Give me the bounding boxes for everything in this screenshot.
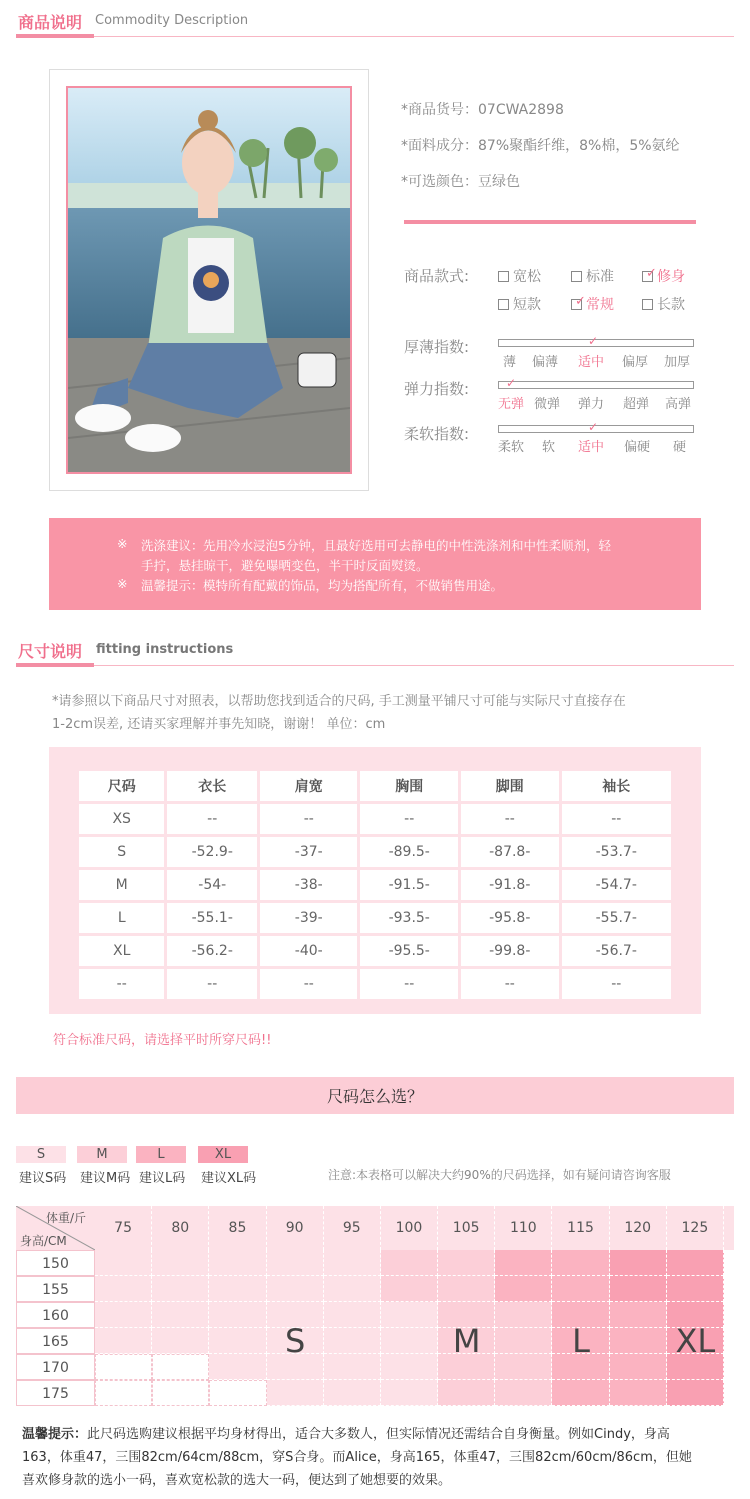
grid-cell — [552, 1250, 609, 1276]
checkbox — [571, 271, 582, 282]
table-cell: -- — [167, 804, 257, 834]
option-label: 修身 — [657, 269, 685, 285]
grid-cell — [610, 1276, 667, 1302]
table-row — [79, 969, 671, 999]
table-cell: -- — [461, 969, 559, 999]
header-cell: 肩宽 — [260, 771, 357, 801]
weight-header: 100 — [381, 1206, 438, 1250]
grid-cell — [152, 1380, 209, 1406]
table-cell: -37- — [260, 837, 357, 867]
care-notice — [49, 518, 701, 610]
size-zone-l: L — [572, 1322, 590, 1360]
weight-header: 90 — [267, 1206, 324, 1250]
thickness-opt-0: 薄 — [503, 355, 517, 370]
grid-cell — [552, 1380, 609, 1406]
grid-cell — [152, 1250, 209, 1276]
softness-check-icon: ✓ — [588, 420, 599, 434]
header-cell: 袖长 — [562, 771, 671, 801]
weight-header: 125 — [667, 1206, 724, 1250]
thickness-opt-4: 加厚 — [664, 355, 691, 370]
table-cell: -- — [260, 804, 357, 834]
elasticity-opt-2: 弹力 — [578, 397, 605, 412]
softness-opt-2: 适中 — [578, 440, 605, 455]
fitting-desc-2: 1-2cm误差, 还请买家理解并事先知晓，谢谢！ 单位：cm — [52, 717, 386, 732]
option-label: 长款 — [657, 297, 685, 313]
table-cell: -55.7- — [562, 903, 671, 933]
style-option-loose[interactable] — [498, 266, 541, 286]
table-cell: -- — [461, 804, 559, 834]
grid-cell — [95, 1354, 152, 1380]
info-divider — [404, 220, 696, 224]
style-options-row2 — [498, 294, 708, 314]
style-options-row1 — [498, 266, 708, 286]
style-option-regular[interactable] — [571, 294, 614, 314]
table-cell: -56.2- — [167, 936, 257, 966]
warm-title: 温馨提示： — [22, 1427, 88, 1442]
checkbox — [642, 299, 653, 310]
thickness-label: 厚薄指数: — [404, 338, 470, 356]
section-accent-bar — [16, 663, 94, 667]
warm-line-3: 喜欢修身款的选小一码，喜欢宽松款的选大一码，便达到了她想要的效果。 — [22, 1473, 452, 1488]
section-divider — [16, 36, 734, 37]
table-cell: -91.5- — [360, 870, 458, 900]
table-cell: -55.1- — [167, 903, 257, 933]
grid-cell — [267, 1380, 324, 1406]
standard-size-note: 符合标准尺码，请选择平时所穿尺码!! — [53, 1033, 272, 1048]
table-cell: -- — [562, 969, 671, 999]
option-label: 标准 — [586, 269, 614, 285]
wash-line1: 先用冷水浸泡5分钟，且最好选用可去静电的中性洗涤剂和中性柔顺剂，轻 — [203, 538, 611, 553]
legend-swatch-m: M — [77, 1146, 127, 1163]
warm-text-1: 此尺码选购建议根据平均身材得出，适合大多数人，但实际情况还需结合自身衡量。例如Cindy，身高 — [87, 1427, 670, 1442]
legend-swatch-s: S — [16, 1146, 66, 1163]
grid-cell — [438, 1380, 495, 1406]
grid-cell — [209, 1380, 266, 1406]
grid-cell — [324, 1250, 381, 1276]
product-color: *可选颜色：豆绿色 — [401, 174, 520, 190]
table-cell: -91.8- — [461, 870, 559, 900]
fitting-title-cn: 尺寸说明 — [18, 642, 83, 661]
model-image — [68, 88, 350, 472]
table-cell: L — [79, 903, 164, 933]
checkbox — [498, 271, 509, 282]
weight-header: 95 — [324, 1206, 381, 1250]
grid-cell — [610, 1250, 667, 1276]
softness-scale — [498, 420, 694, 455]
grid-cell — [381, 1250, 438, 1276]
header-cell: 尺码 — [79, 771, 164, 801]
grid-cell — [667, 1276, 724, 1302]
thickness-opt-1: 偏薄 — [532, 355, 559, 370]
table-cell: -54.7- — [562, 870, 671, 900]
chooser-title: 尺码怎么选？ — [326, 1087, 423, 1106]
weight-header: 80 — [152, 1206, 209, 1250]
corner-height-label: 身高/CM — [20, 1234, 67, 1248]
table-cell: -- — [562, 804, 671, 834]
height-header: 165 — [16, 1328, 95, 1354]
header-cell: 衣长 — [167, 771, 257, 801]
weight-header: 85 — [209, 1206, 266, 1250]
style-option-short[interactable] — [498, 294, 541, 314]
size-chooser-grid — [16, 1206, 734, 1406]
grid-cell — [152, 1302, 209, 1328]
size-table-header — [79, 771, 671, 801]
table-cell: XS — [79, 804, 164, 834]
fitting-title-en: fitting instructions — [96, 642, 234, 657]
grid-cell — [381, 1380, 438, 1406]
softness-opt-4: 硬 — [673, 440, 687, 455]
thickness-opt-2: 适中 — [578, 355, 605, 370]
wash-line2: 手拧，悬挂晾干，避免曝晒变色，半干时反面熨烫。 — [141, 558, 429, 573]
section-accent-bar — [16, 34, 94, 38]
size-zone-m: M — [452, 1322, 481, 1360]
fitting-desc-1: *请参照以下商品尺寸对照表，以帮助您找到适合的尺码, 手工测量平铺尺寸可能与实际尺寸直接存在 — [52, 694, 626, 709]
height-header: 175 — [16, 1380, 95, 1406]
table-row — [79, 870, 671, 900]
product-sku: *商品货号：07CWA2898 — [401, 102, 564, 118]
checkbox — [498, 299, 509, 310]
grid-cell — [95, 1276, 152, 1302]
softness-label: 柔软指数: — [404, 425, 470, 443]
softness-opt-1: 软 — [542, 440, 556, 455]
legend-swatch-xl: XL — [198, 1146, 248, 1163]
legend-label-s: 建议S码 — [19, 1171, 67, 1186]
height-header: 150 — [16, 1250, 95, 1276]
grid-cell — [438, 1250, 495, 1276]
softness-opt-0: 柔软 — [498, 440, 525, 455]
table-cell: -54- — [167, 870, 257, 900]
grid-cell — [552, 1276, 609, 1302]
tip-prefix: 温馨提示： — [141, 578, 204, 593]
corner-weight-label: 体重/斤 — [46, 1211, 87, 1225]
table-cell: M — [79, 870, 164, 900]
grid-cell — [209, 1276, 266, 1302]
chooser-title-bar — [16, 1077, 734, 1114]
grid-cell — [324, 1276, 381, 1302]
grid-cell — [610, 1380, 667, 1406]
section-divider — [16, 665, 734, 666]
tip-bullet-icon: ※ — [117, 576, 128, 591]
checkbox-checked — [642, 265, 657, 282]
table-cell: -93.5- — [360, 903, 458, 933]
thickness-scale — [498, 334, 694, 370]
wash-prefix: 洗涤建议： — [141, 538, 204, 553]
elasticity-check-icon: ✓ — [506, 376, 517, 390]
table-cell: -39- — [260, 903, 357, 933]
elasticity-scale — [498, 376, 694, 412]
table-cell: -- — [167, 969, 257, 999]
height-header: 160 — [16, 1302, 95, 1328]
softness-opt-3: 偏硬 — [624, 440, 651, 455]
table-cell: -99.8- — [461, 936, 559, 966]
table-row — [79, 936, 671, 966]
height-header: 155 — [16, 1276, 95, 1302]
grid-cell — [95, 1380, 152, 1406]
warm-line-2: 163，体重47，三围82cm/64cm/88cm，穿S合身。而Alice，身高165，体重47，三围82cm/60cm/86cm，但她 — [22, 1450, 692, 1465]
grid-cell — [267, 1250, 324, 1276]
grid-cell — [495, 1250, 552, 1276]
table-cell: -95.5- — [360, 936, 458, 966]
grid-cell — [152, 1276, 209, 1302]
size-legend — [16, 1146, 316, 1186]
table-cell: -- — [360, 969, 458, 999]
legend-label-xl: 建议XL码 — [201, 1171, 257, 1186]
checkbox-checked — [571, 293, 586, 310]
table-row — [79, 837, 671, 867]
size-zone-s: S — [284, 1322, 306, 1360]
style-option-slim[interactable] — [642, 266, 685, 286]
grid-cell — [381, 1276, 438, 1302]
table-cell: -- — [79, 969, 164, 999]
thickness-opt-3: 偏厚 — [622, 355, 649, 370]
elasticity-opt-1: 微弹 — [534, 397, 561, 412]
table-cell: -40- — [260, 936, 357, 966]
grid-cell — [495, 1276, 552, 1302]
commodity-title-cn: 商品说明 — [18, 13, 83, 32]
table-row — [79, 903, 671, 933]
grid-cell — [95, 1250, 152, 1276]
grid-cell — [667, 1380, 724, 1406]
size-table-box — [49, 747, 701, 1014]
weight-header: 75 — [95, 1206, 152, 1250]
elasticity-opt-4: 高弹 — [665, 397, 692, 412]
grid-cell — [152, 1354, 209, 1380]
style-option-long[interactable] — [642, 294, 685, 314]
style-option-standard[interactable] — [571, 266, 614, 286]
table-cell: XL — [79, 936, 164, 966]
option-label: 短款 — [513, 297, 541, 313]
product-photo-frame — [49, 69, 369, 491]
corner-diagonal — [16, 1206, 95, 1250]
table-cell: -- — [360, 804, 458, 834]
table-cell: -- — [260, 969, 357, 999]
legend-swatch-l: L — [136, 1146, 186, 1163]
warm-line-1 — [22, 1423, 734, 1446]
table-row — [79, 804, 671, 834]
chooser-note: 注意:本表格可以解决大约90%的尺码选择，如有疑问请咨询客服 — [328, 1168, 671, 1182]
grid-cell — [209, 1250, 266, 1276]
table-cell: -95.8- — [461, 903, 559, 933]
height-header: 170 — [16, 1354, 95, 1380]
style-label: 商品款式: — [404, 267, 470, 285]
elasticity-bar — [498, 381, 694, 389]
table-cell: -87.8- — [461, 837, 559, 867]
size-zone-xl: XL — [675, 1322, 716, 1360]
legend-label-l: 建议L码 — [139, 1171, 186, 1186]
grid-cell — [495, 1380, 552, 1406]
weight-header: 120 — [610, 1206, 667, 1250]
table-cell: S — [79, 837, 164, 867]
product-material: *面料成分：87%聚酯纤维，8%棉，5%氨纶 — [401, 138, 680, 154]
table-cell: -52.9- — [167, 837, 257, 867]
grid-cell — [324, 1380, 381, 1406]
grid-cell — [152, 1328, 209, 1354]
option-label: 宽松 — [513, 269, 541, 285]
grid-cell — [667, 1250, 724, 1276]
table-cell: -38- — [260, 870, 357, 900]
grid-cell — [95, 1302, 152, 1328]
tip-text: 模特所有配戴的饰品，均为搭配所有，不做销售用途。 — [203, 578, 504, 593]
elasticity-label: 弹力指数: — [404, 380, 470, 398]
elasticity-opt-0: 无弹 — [498, 397, 525, 412]
care-bullet-icon: ※ — [117, 536, 128, 551]
thickness-check-icon: ✓ — [588, 334, 599, 348]
check-icon: ✓ — [646, 265, 657, 281]
option-label: 常规 — [586, 297, 614, 313]
header-cell: 胸围 — [360, 771, 458, 801]
weight-header: 105 — [438, 1206, 495, 1250]
grid-cell — [95, 1328, 152, 1354]
legend-label-m: 建议M码 — [80, 1171, 131, 1186]
table-cell: -89.5- — [360, 837, 458, 867]
warm-tips — [22, 1423, 734, 1492]
grid-cell — [438, 1276, 495, 1302]
weight-header: 110 — [495, 1206, 552, 1250]
table-cell: -56.7- — [562, 936, 671, 966]
product-photo — [66, 86, 352, 474]
check-icon: ✓ — [575, 293, 586, 309]
header-cell: 脚围 — [461, 771, 559, 801]
elasticity-opt-3: 超弹 — [623, 397, 650, 412]
grid-cell — [267, 1276, 324, 1302]
size-table — [76, 768, 674, 1002]
table-cell: -53.7- — [562, 837, 671, 867]
commodity-title-en: Commodity Description — [95, 13, 249, 28]
weight-header: 115 — [552, 1206, 609, 1250]
